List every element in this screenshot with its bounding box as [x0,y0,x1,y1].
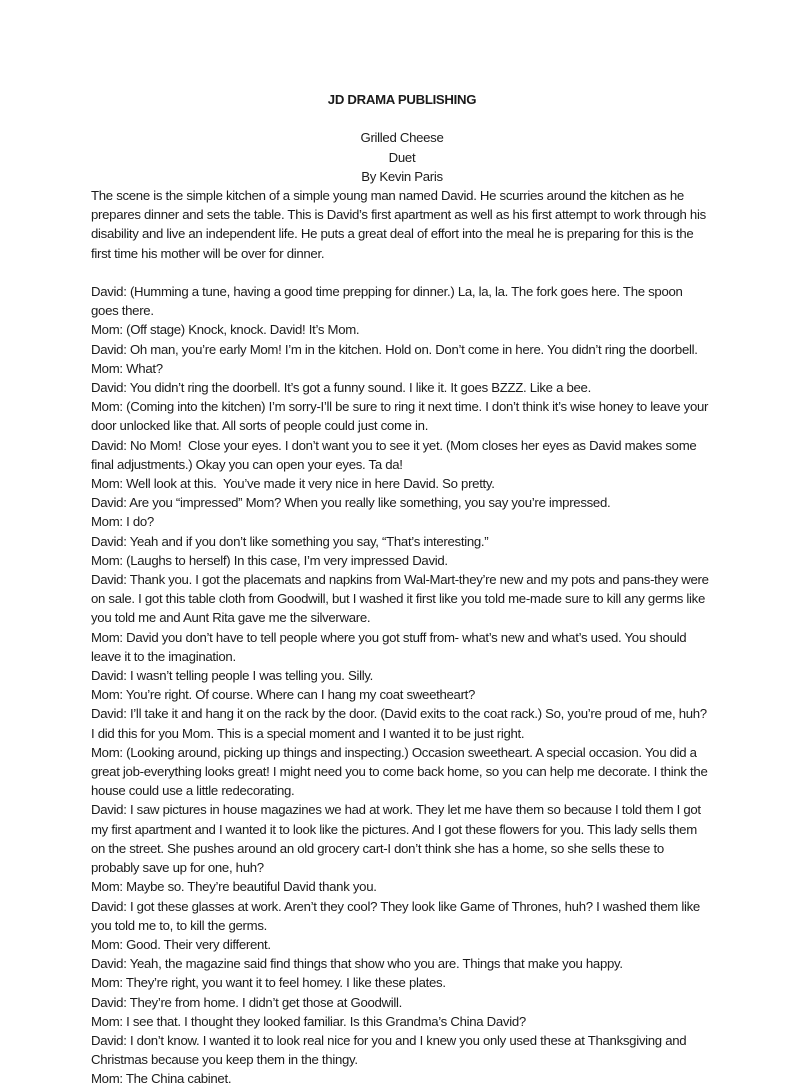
script-form: Duet [388,149,416,165]
dialogue-line: Mom: I do? [91,514,154,530]
blank-line [91,263,713,282]
dialogue-line: David: You didn’t ring the doorbell. It’s got a funny sound. I like it. It goes BZZZ. Like a bee. [91,380,591,396]
dialogue-line: David: I wasn’t telling people I was telling you. Silly. [91,668,374,684]
blank-line [91,109,713,128]
dialogue [91,282,713,1089]
dialogue-line: Mom: Well look at this. You’ve made it very nice in here David. So pretty. [91,476,495,492]
scene-description: The scene is the simple kitchen of a simple young man named David. He scurries around the kitchen as he prepares dinner and sets the table. This is David’s first apartment as well as his first attempt to work through his disability and live an independent life. He puts a great deal of effort into the meal he is preparing for this is the first time his mother will be over for dinner. [91,188,710,261]
publisher-heading: JD DRAMA PUBLISHING [327,92,477,107]
dialogue-line: Mom: (Coming into the kitchen) I’m sorry-I’ll be sure to ring it next time. I don’t think it’s wise honey to leave your door unlocked like that. All sorts of people could just come in. [91,399,712,434]
dialogue-line: Mom: David you don’t have to tell people where you got stuff from- what’s new and what’s used. You should leave it to the imagination. [91,629,690,664]
dialogue-line: David: Yeah and if you don’t like something you say, “That’s interesting.” [91,533,489,549]
dialogue-line: Mom: They’re right, you want it to feel homey. I like these plates. [91,975,446,991]
dialogue-line: Mom: I see that. I thought they looked familiar. Is this Grandma’s China David? [91,1013,526,1029]
dialogue-line: David: Thank you. I got the placemats and napkins from Wal-Mart-they’re new and my pots and pans-they were on sale. I got this table cloth from Goodwill, but I washed it first like you told me-made sure to kill any germs like you told me and Aunt Rita gave me the silverware. [91,572,713,626]
dialogue-line: David: Are you “impressed” Mom? When you really like something, you say you’re impressed. [91,495,611,511]
dialogue-line: David: Oh man, you’re early Mom! I’m in the kitchen. Hold on. Don’t come in here. You didn’t ring the doorbell. [91,341,698,357]
dialogue-line: Mom: Maybe so. They’re beautiful David thank you. [91,879,377,895]
dialogue-line: David: I got these glasses at work. Aren’t they cool? They look like Game of Thrones, huh? I washed them like you told me to, to kill the germs. [91,898,704,933]
dialogue-line: Mom: What? [91,360,163,376]
script-title: Grilled Cheese [360,130,444,146]
dialogue-line: David: Yeah, the magazine said find things that show who you are. Things that make you happy. [91,956,623,972]
dialogue-line: David: No Mom! Close your eyes. I don’t want you to see it yet. (Mom closes her eyes as David makes some final adjustments.) Okay you can open your eyes. Ta da! [91,437,700,472]
dialogue-line: David: I’ll take it and hang it on the rack by the door. (David exits to the coat rack.) So, you’re proud of me, huh? I did this for you Mom. This is a special moment and I wanted it to be just right. [91,706,711,741]
script-byline: By Kevin Paris [361,168,443,184]
dialogue-line: Mom: You’re right. Of course. Where can I hang my coat sweetheart? [91,687,476,703]
dialogue-line: David: I don’t know. I wanted it to look real nice for you and I knew you only used these at Thanksgiving and Christmas because you keep them in the thingy. [91,1032,690,1068]
dialogue-line: David: I saw pictures in house magazines we had at work. They let me have them so because I told them I got my first apartment and I wanted it to look like the pictures. And I got these flowers for you. This lady sells them on the street. She pushes around an old grocery cart-I don’t think she has a home, so she sells these to probably save up for one, huh? [91,802,705,876]
dialogue-line: Mom: (Laughs to herself) In this case, I’m very impressed David. [91,552,448,568]
dialogue-line: Mom: The China cabinet. [91,1071,232,1087]
dialogue-line: David: (Humming a tune, having a good time prepping for dinner.) La, la, la. The fork goes here. The spoon goes there. [91,284,686,319]
dialogue-line: Mom: (Off stage) Knock, knock. David! It’s Mom. [91,322,360,338]
dialogue-line: David: They’re from home. I didn’t get those at Goodwill. [91,994,403,1010]
dialogue-line: Mom: (Looking around, picking up things and inspecting.) Occasion sweetheart. A special occasion. You did a great job-everything looks great! I might need you to come back home, so you can help me decorate. I think the house could use a little redecorating. [91,744,711,799]
dialogue-line: Mom: Good. Their very different. [91,936,271,952]
